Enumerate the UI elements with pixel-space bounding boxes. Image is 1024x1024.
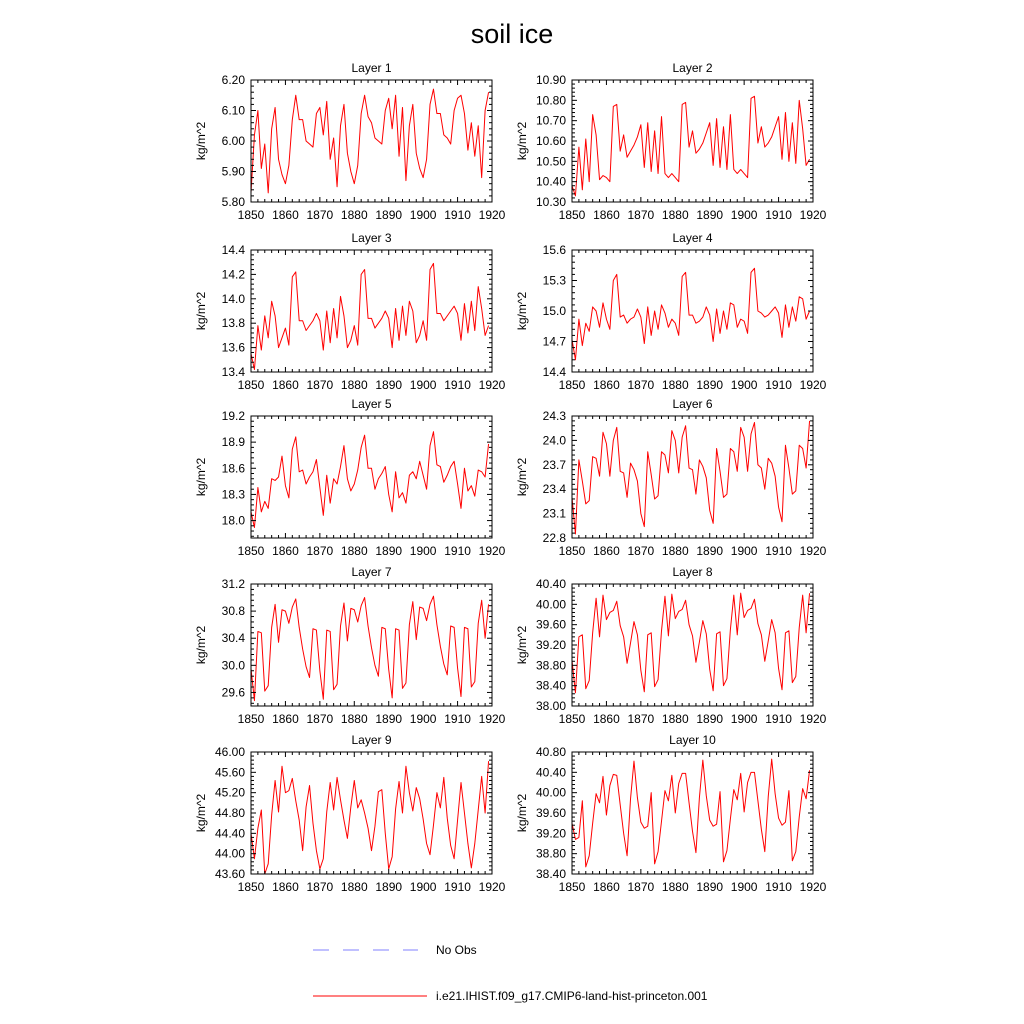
x-tick-label: 1920 [478, 880, 506, 894]
x-tick-label: 1890 [696, 378, 724, 392]
y-tick-label: 39.60 [535, 806, 566, 820]
y-tick-label: 39.20 [535, 638, 566, 652]
x-tick-label: 1910 [765, 712, 792, 726]
y-tick-label: 31.2 [221, 577, 245, 591]
panel-title: Layer 10 [669, 733, 716, 747]
x-tick-label: 1890 [696, 880, 724, 894]
y-tick-label: 18.6 [221, 461, 245, 476]
legend-no-obs-label: No Obs [436, 943, 477, 957]
y-tick-label: 39.60 [535, 617, 566, 632]
x-tick-label: 1910 [444, 880, 471, 894]
y-tick-label: 38.00 [535, 699, 566, 713]
y-tick-label: 13.4 [221, 365, 245, 379]
x-tick-label: 1920 [799, 208, 827, 222]
y-axis-label: kg/m^2 [515, 457, 529, 497]
y-tick-label: 14.7 [542, 334, 566, 349]
x-tick-label: 1920 [799, 880, 827, 894]
x-tick-label: 1850 [237, 208, 265, 222]
x-tick-label: 1860 [593, 378, 620, 392]
y-axis-label: kg/m^2 [194, 121, 208, 161]
x-tick-label: 1920 [799, 544, 827, 558]
x-tick-label: 1920 [799, 712, 827, 726]
y-tick-label: 10.80 [535, 93, 566, 108]
y-tick-label: 15.0 [542, 304, 566, 318]
x-tick-label: 1860 [593, 880, 620, 894]
x-tick-label: 1890 [375, 378, 403, 392]
x-tick-label: 1850 [558, 378, 586, 392]
x-tick-label: 1890 [375, 544, 403, 558]
y-tick-label: 5.90 [221, 164, 245, 179]
y-tick-label: 40.80 [535, 745, 566, 759]
y-tick-label: 39.20 [535, 826, 566, 841]
y-tick-label: 29.6 [221, 685, 245, 700]
x-tick-label: 1890 [375, 880, 403, 894]
panel-title: Layer 1 [351, 61, 392, 75]
x-tick-label: 1850 [558, 544, 586, 558]
y-tick-label: 22.8 [542, 531, 566, 545]
x-tick-label: 1880 [340, 880, 368, 894]
y-tick-label: 40.40 [535, 765, 566, 780]
figure-title: soil ice [470, 19, 554, 49]
y-tick-label: 5.80 [221, 195, 245, 209]
y-tick-label: 30.0 [221, 658, 245, 673]
x-tick-label: 1870 [627, 544, 655, 558]
x-tick-label: 1910 [444, 208, 471, 222]
x-tick-label: 1880 [340, 544, 368, 558]
x-tick-label: 1850 [237, 712, 265, 726]
x-tick-label: 1860 [272, 208, 299, 222]
y-tick-label: 24.0 [542, 433, 566, 448]
x-tick-label: 1860 [593, 712, 620, 726]
y-tick-label: 18.0 [221, 513, 245, 528]
y-tick-label: 38.40 [535, 867, 566, 881]
x-tick-label: 1860 [272, 544, 299, 558]
x-tick-label: 1880 [661, 544, 689, 558]
x-tick-label: 1870 [627, 378, 655, 392]
x-tick-label: 1870 [306, 880, 334, 894]
y-tick-label: 13.8 [221, 316, 245, 331]
x-tick-label: 1880 [661, 378, 689, 392]
x-tick-label: 1850 [237, 880, 265, 894]
y-tick-label: 38.80 [535, 658, 566, 673]
x-tick-label: 1880 [340, 378, 368, 392]
x-tick-label: 1860 [593, 544, 620, 558]
x-tick-label: 1880 [340, 208, 368, 222]
x-tick-label: 1900 [730, 712, 758, 726]
x-tick-label: 1920 [478, 378, 506, 392]
x-tick-label: 1900 [409, 208, 437, 222]
y-tick-label: 44.80 [214, 806, 245, 820]
x-tick-label: 1900 [730, 544, 758, 558]
x-tick-label: 1870 [306, 378, 334, 392]
x-tick-label: 1910 [765, 208, 792, 222]
y-axis-label: kg/m^2 [194, 625, 208, 665]
y-tick-label: 40.00 [535, 785, 566, 800]
y-tick-label: 44.40 [214, 826, 245, 841]
x-tick-label: 1920 [478, 208, 506, 222]
panel-title: Layer 2 [672, 61, 713, 75]
y-axis-label: kg/m^2 [194, 793, 208, 833]
y-axis-label: kg/m^2 [515, 625, 529, 665]
y-tick-label: 10.90 [535, 73, 566, 87]
y-tick-label: 40.40 [535, 577, 566, 591]
y-tick-label: 6.00 [221, 134, 245, 148]
x-tick-label: 1910 [444, 378, 471, 392]
y-tick-label: 18.3 [221, 487, 245, 502]
x-tick-label: 1880 [661, 880, 689, 894]
y-tick-label: 15.3 [542, 273, 566, 288]
x-tick-label: 1910 [444, 712, 471, 726]
x-tick-label: 1870 [627, 208, 655, 222]
x-tick-label: 1900 [409, 378, 437, 392]
y-tick-label: 44.00 [214, 846, 245, 861]
panel-title: Layer 8 [672, 565, 713, 579]
x-tick-label: 1880 [340, 712, 368, 726]
x-tick-label: 1920 [478, 544, 506, 558]
x-tick-label: 1890 [696, 544, 724, 558]
x-tick-label: 1920 [478, 712, 506, 726]
x-tick-label: 1880 [661, 208, 689, 222]
y-tick-label: 45.20 [214, 785, 245, 800]
panel-title: Layer 5 [351, 397, 392, 411]
y-tick-label: 38.40 [535, 678, 566, 693]
y-tick-label: 30.8 [221, 604, 245, 619]
y-tick-label: 46.00 [214, 745, 245, 759]
y-tick-label: 10.30 [535, 195, 566, 209]
x-tick-label: 1890 [696, 208, 724, 222]
y-tick-label: 40.00 [535, 597, 566, 612]
x-tick-label: 1860 [593, 208, 620, 222]
y-tick-label: 10.70 [535, 113, 566, 128]
y-tick-label: 6.10 [221, 103, 245, 118]
y-tick-label: 45.60 [214, 765, 245, 780]
y-tick-label: 18.9 [221, 435, 245, 450]
y-tick-label: 10.40 [535, 174, 566, 189]
x-tick-label: 1870 [306, 544, 334, 558]
y-axis-label: kg/m^2 [515, 121, 529, 161]
y-tick-label: 14.4 [221, 243, 245, 257]
x-tick-label: 1900 [730, 208, 758, 222]
x-tick-label: 1900 [730, 378, 758, 392]
x-tick-label: 1850 [558, 880, 586, 894]
x-tick-label: 1920 [799, 378, 827, 392]
y-tick-label: 23.1 [542, 506, 566, 521]
x-tick-label: 1850 [237, 378, 265, 392]
x-tick-label: 1880 [661, 712, 689, 726]
y-tick-label: 15.6 [542, 243, 566, 257]
x-tick-label: 1870 [306, 712, 334, 726]
x-tick-label: 1890 [696, 712, 724, 726]
x-tick-label: 1910 [765, 378, 792, 392]
y-tick-label: 23.4 [542, 482, 566, 497]
y-tick-label: 23.7 [542, 457, 566, 472]
x-tick-label: 1900 [409, 880, 437, 894]
y-tick-label: 10.50 [535, 154, 566, 169]
x-tick-label: 1900 [409, 712, 437, 726]
x-tick-label: 1910 [444, 544, 471, 558]
panel-title: Layer 7 [351, 565, 392, 579]
y-axis-label: kg/m^2 [194, 457, 208, 497]
y-tick-label: 24.3 [542, 409, 566, 423]
panel-title: Layer 3 [351, 231, 392, 245]
x-tick-label: 1860 [272, 712, 299, 726]
y-tick-label: 38.80 [535, 846, 566, 861]
x-tick-label: 1890 [375, 208, 403, 222]
y-tick-label: 10.60 [535, 134, 566, 148]
y-axis-label: kg/m^2 [515, 291, 529, 331]
y-axis-label: kg/m^2 [515, 793, 529, 833]
x-tick-label: 1860 [272, 880, 299, 894]
x-tick-label: 1870 [627, 880, 655, 894]
x-tick-label: 1850 [237, 544, 265, 558]
panel-title: Layer 4 [672, 231, 713, 245]
y-tick-label: 30.4 [221, 631, 245, 646]
y-tick-label: 19.2 [221, 409, 245, 423]
x-tick-label: 1890 [375, 712, 403, 726]
y-tick-label: 14.0 [221, 291, 245, 306]
x-tick-label: 1900 [730, 880, 758, 894]
panel-title: Layer 9 [351, 733, 392, 747]
x-tick-label: 1850 [558, 208, 586, 222]
x-tick-label: 1870 [306, 208, 334, 222]
y-tick-label: 6.20 [221, 73, 245, 87]
x-tick-label: 1900 [409, 544, 437, 558]
x-tick-label: 1910 [765, 544, 792, 558]
x-tick-label: 1910 [765, 880, 792, 894]
x-tick-label: 1860 [272, 378, 299, 392]
y-tick-label: 43.60 [214, 867, 245, 881]
panel-title: Layer 6 [672, 397, 713, 411]
y-axis-label: kg/m^2 [194, 291, 208, 331]
x-tick-label: 1870 [627, 712, 655, 726]
y-tick-label: 14.4 [542, 365, 566, 379]
y-tick-label: 13.6 [221, 340, 245, 355]
legend-model-label: i.e21.IHIST.f09_g17.CMIP6-land-hist-princeton.001 [436, 989, 708, 1003]
y-tick-label: 14.2 [221, 267, 245, 282]
x-tick-label: 1850 [558, 712, 586, 726]
